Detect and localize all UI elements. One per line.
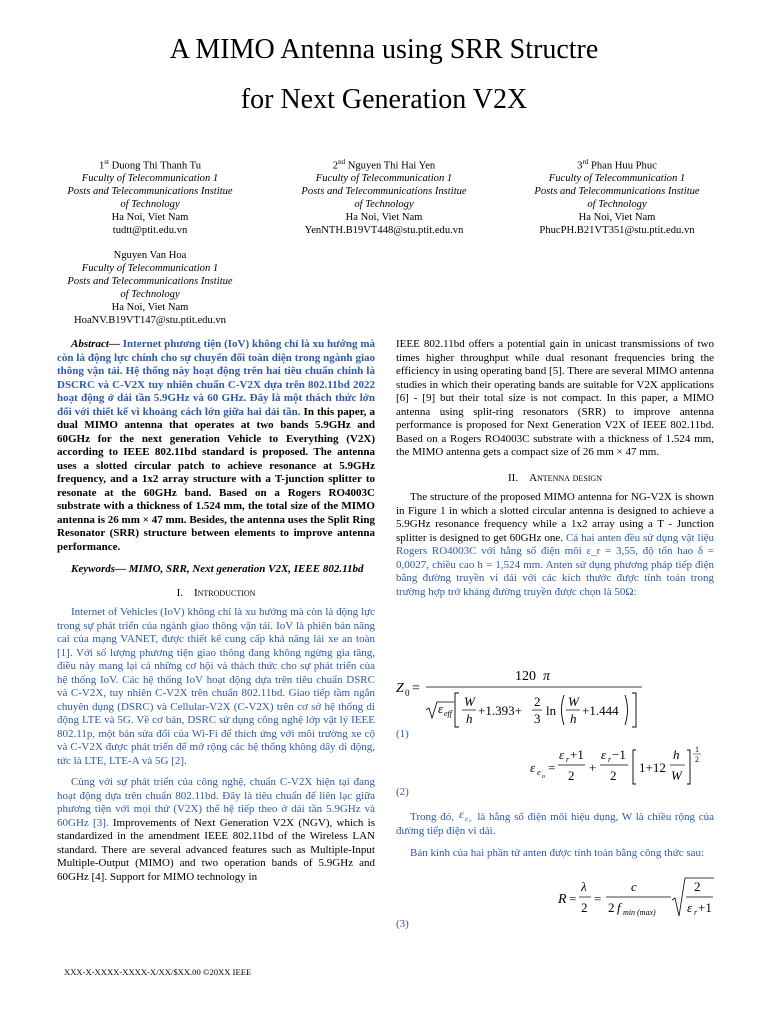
author-block-3 [502, 156, 732, 238]
author-institute-cont: of Technology [120, 199, 180, 211]
author-block-4 [35, 250, 265, 327]
svg-text:o: o [468, 819, 472, 822]
author-institute-cont: of Technology [120, 288, 180, 300]
author-name: 1st Duong Thi Thanh Tu [98, 158, 201, 172]
svg-text:h: h [466, 711, 473, 726]
svg-text:−1: −1 [612, 747, 626, 762]
svg-text:W: W [568, 694, 579, 709]
author-city: Ha Noi, Viet Nam [578, 212, 656, 224]
svg-text:3: 3 [534, 711, 541, 726]
design-paragraph: The structure of the proposed MIMO antenna for NG-V2X is shown in Figure 1 in which a slotted circular antenna is designed to achieve a 5.9GHz resonance frequency while a 1x2 array using a T - Junction splitter is designed to get 60GHz one. Cả hai anten đều sử dụng vật liệu Rogers RO4003C với hằng số điện môi ε_r = 3,55, độ tổn hao δ = 0,0027, chiều cao h = 1,524 mm. Anten sử dụng phương pháp tiếp điện bằng đường truyền vi dải với các kích thước được tính toán trong trường hợp trở kháng đường truyền được chọn là 50Ω: [396, 491, 715, 598]
svg-text:Z: Z [396, 681, 404, 696]
svg-text:e: e [537, 768, 541, 777]
author-email: YenNTH.B19VT448@stu.ptit.edu.vn [304, 225, 464, 237]
svg-text:r: r [694, 908, 698, 917]
equation-number-1: (1) [396, 728, 409, 740]
paper-title-line2: for Next Generation V2X [240, 84, 528, 115]
svg-text:0: 0 [405, 688, 410, 698]
author-email: HoaNV.B19VT147@stu.ptit.edu.vn [74, 314, 226, 326]
svg-text:2: 2 [568, 768, 575, 783]
author-institute: Posts and Telecommunications Institue [67, 275, 233, 287]
svg-text:f: f [617, 900, 621, 915]
svg-text:2: 2 [694, 879, 701, 894]
svg-text:r: r [566, 755, 570, 764]
svg-text:+: + [589, 760, 597, 775]
svg-text:+1: +1 [698, 900, 712, 915]
svg-text:2: 2 [534, 694, 541, 709]
author-block-1 [35, 156, 265, 238]
svg-text:1: 1 [695, 745, 699, 754]
author-institute-cont: of Technology [354, 199, 414, 211]
epsilon-eff-symbol [458, 808, 474, 822]
author-block-2 [269, 156, 499, 238]
svg-text:ε: ε [438, 701, 444, 716]
svg-text:R: R [558, 892, 567, 907]
svg-text:h: h [570, 711, 577, 726]
author-name: 3rd Phan Huu Phuc [577, 158, 657, 172]
author-affiliation: Fuculty of Telecommunication 1 [81, 262, 219, 274]
svg-text:2: 2 [608, 900, 615, 915]
svg-text:2: 2 [581, 900, 588, 915]
equation-2 [528, 742, 718, 790]
keywords: Keywords— MIMO, SRR, Next generation V2X, IEEE 802.11bd [71, 563, 364, 575]
author-affiliation: Fuculty of Telecommunication 1 [81, 173, 219, 185]
radius-text: Bán kính của hai phần tử anten được tính toán bằng công thức sau: [410, 847, 705, 859]
equation-1 [396, 660, 646, 730]
author-name: Nguyen Van Hoa [113, 250, 187, 261]
svg-text:ε: ε [559, 747, 565, 762]
svg-text:=: = [569, 891, 577, 906]
svg-text:c: c [631, 879, 637, 894]
svg-text:W: W [671, 768, 682, 783]
paper-title-line1: A MIMO Antenna using SRR Structre [169, 34, 599, 65]
abstract-en: In this paper, a dual MIMO antenna that operates at two bands 5.9GHz and 60GHz for the next generation Vehicle to Everything (V2X) according to IEEE 802.11bd standard is proposed. The antenna uses a slotted circular patch to achieve resonance at 5.9GHz frequency, and a 1x2 array structure with a T-junction splitter to resonate at the 60GHz band. Based on a Rogers RO4003C substrate with a thickness of 1.524 mm, the total size of the MIMO antenna is 26 mm × 47 mm. Besides, the antenna uses the Split Ring Resonator (SRR) structure between elements to improve antenna performance. [57, 405, 375, 553]
intro-paragraph-2: Cùng với sự phát triển của công nghệ, chuẩn C-V2X hiện tại đang hoạt động dựa trên chuẩn 802.11bd. Đây là tiêu chuẩn để liên lạc giữa phương tiện với mọi thứ (V2X) thế hệ tiếp theo ở dải tần 5.9GHz và 60GHz [3]. Improvements of Next Generation V2X (NGV), which is standardized in the amendment IEEE 802.11bd of the Wireless LAN standard. There are several advanced features such as Multiple-Input Multiple-Output (MIMO) and two operation bands of 5.9GHz and 60GHz [4]. Support for MIMO technology in [57, 776, 375, 883]
svg-text:r: r [608, 755, 612, 764]
svg-text:λ: λ [581, 879, 587, 894]
section-heading-antenna-design: II. Antenna design [508, 471, 602, 484]
svg-text:=: = [412, 681, 420, 696]
svg-text:W: W [464, 694, 475, 709]
author-institute: Posts and Telecommunications Institue [301, 186, 467, 198]
author-affiliation: Fuculty of Telecommunication 1 [315, 173, 453, 185]
svg-text:ε: ε [458, 808, 464, 821]
svg-text:+1.444: +1.444 [582, 703, 619, 718]
svg-text:ε: ε [687, 900, 693, 915]
svg-text:ε: ε [530, 760, 536, 775]
svg-text:eff: eff [444, 709, 452, 718]
abstract-vi: Internet phương tiện (IoV) không chỉ là xu hướng mà còn là động lực chính cho sự chuyển đổi toàn diện trong ngành giao thông vận tải. Hệ thống này hoạt động trên hai tiêu chuẩn chính là DSCRC và C-V2X tuy nhiên chuẩn C-V2X dựa trên 802.11bd 2022 hoạt động ở dải tần 5.9GHz và 60 GHz. Đây là một thách thức lớn đối với thiết kế vì khoảng cách lớn giữa hai dải tần. [57, 338, 376, 418]
svg-text:ln: ln [546, 703, 557, 718]
author-institute-cont: of Technology [587, 199, 647, 211]
svg-text:o: o [542, 774, 545, 780]
section-heading-introduction: I. Introduction [176, 586, 256, 599]
epsilon-definition: Trong đó, ε e o là hằng số điện môi hiệu dụng, W là chiều rộng của đường tiếp điện vi dải. Bán kính của hai phần tử anten được tính toán bằng công thức sau: [396, 808, 715, 859]
svg-text:+1.393+: +1.393+ [478, 703, 522, 718]
svg-text:=: = [594, 891, 602, 906]
author-city: Ha Noi, Viet Nam [345, 212, 423, 224]
author-email: tudtt@ptit.edu.vn [112, 225, 188, 237]
svg-text:+1: +1 [570, 747, 584, 762]
author-name: 2nd Nguyen Thi Hai Yen [332, 158, 436, 172]
copyright-footer: XXX-X-XXXX-XXXX-X/XX/$XX.00 ©20XX IEEE [64, 967, 252, 977]
svg-text:1+12: 1+12 [639, 760, 666, 775]
equation-3 [556, 874, 716, 920]
svg-text:min (max): min (max) [623, 908, 656, 917]
intro-paragraph-1: Internet of Vehicles (IoV) không chỉ là xu hướng mà còn là động lực trong sự phát triển của ngành giao thông vận tải. IoV là phiên bản nâng cai của mạng VANET, được thiết kế cung cấp khả năng lái xe an toàn [1]. Với số lượng phương tiện giao thông đang không ngừng gia tăng, điều này mang lại cả những cơ hội và thách thức cho sự phát triển của hệ thống IoV. Các hệ thống IoV hoạt động dựa trên tiêu chuẩn DSRC và C-V2X, tuy nhiên C-V2X trên chuẩn 802.11bd. Giao tiếp tầm ngắn chuyên dụng (DSRC) và Cellular-V2X (C-V2X) trên cơ sở hệ thống di động LTE và 5G. Về cơ bản, DSRC sử dụng công nghệ lớp vật lý IEEE 802.11p, một bản sửa đổi của Wi-Fi để thích ứng với môi trường xe cộ và C-V2X được phát triển để mở rộng các hệ thống không dây di động, tức là LTE, LTE-A và 5G [2]. [57, 606, 375, 767]
author-institute: Posts and Telecommunications Institue [534, 186, 700, 198]
author-email: PhucPH.B21VT351@stu.ptit.edu.vn [539, 225, 695, 237]
svg-text:2: 2 [695, 755, 699, 764]
author-institute: Posts and Telecommunications Institue [67, 186, 233, 198]
svg-text:ε: ε [601, 747, 607, 762]
svg-text:=: = [548, 760, 556, 775]
abstract: Abstract— Internet phương tiện (IoV) không chỉ là xu hướng mà còn là động lực chính cho sự chuyển đổi toàn diện trong ngành giao thông vận tải. Hệ thống này hoạt động trên hai tiêu chuẩn chính là DSCRC và C-V2X tuy nhiên chuẩn C-V2X dựa trên 802.11bd 2022 hoạt động ở dải tần 5.9GHz và 60 GHz. Đây là một thách thức lớn đối với thiết kế vì khoảng cách lớn giữa hai dải tần. In this paper, a dual MIMO antenna that operates at two bands 5.9GHz and 60GHz for the next generation Vehicle to Everything (V2X) according to IEEE 802.11bd standard is proposed. The antenna uses a slotted circular patch to achieve resonance at 5.9GHz frequency, and a 1x2 array structure with a T-junction splitter to resonate at the 60GHz band. Based on a Rogers RO4003C substrate with a thickness of 1.524 mm, the total size of the MIMO antenna is 26 mm × 47 mm. Besides, the antenna uses the Split Ring Resonator (SRR) structure between elements to improve antenna performance. [57, 338, 376, 553]
equation-number-2: (2) [396, 786, 409, 798]
equation-number-3: (3) [396, 918, 409, 930]
author-affiliation: Fuculty of Telecommunication 1 [548, 173, 686, 185]
right-column [396, 338, 714, 599]
author-city: Ha Noi, Viet Nam [111, 212, 189, 224]
left-column [57, 338, 375, 884]
author-city: Ha Noi, Viet Nam [111, 301, 189, 313]
svg-text:2: 2 [610, 768, 617, 783]
svg-text:h: h [673, 747, 680, 762]
svg-text:120: 120 [515, 669, 536, 684]
svg-text:e: e [464, 815, 468, 822]
intro-paragraph-3: IEEE 802.11bd offers a potential gain in unicast transmissions of two times higher throughput while dual resonant frequencies bring the efficiency in using operating band [5]. There are several MIMO antenna studies in which their operating bands are suitable for V2X applications [6] - [9] but their total size is not compact. In this paper, a MIMO antenna using split-ring resonators (SRR) to improve antenna performance is proposed for Next Generation V2X of IEEE 802.11bd. Based on a Rogers RO4003C substrate with a thickness of 1.524 mm, the MIMO antenna gets a compact size of 26 mm × 47 mm. [396, 338, 714, 458]
svg-text:π: π [543, 669, 551, 684]
